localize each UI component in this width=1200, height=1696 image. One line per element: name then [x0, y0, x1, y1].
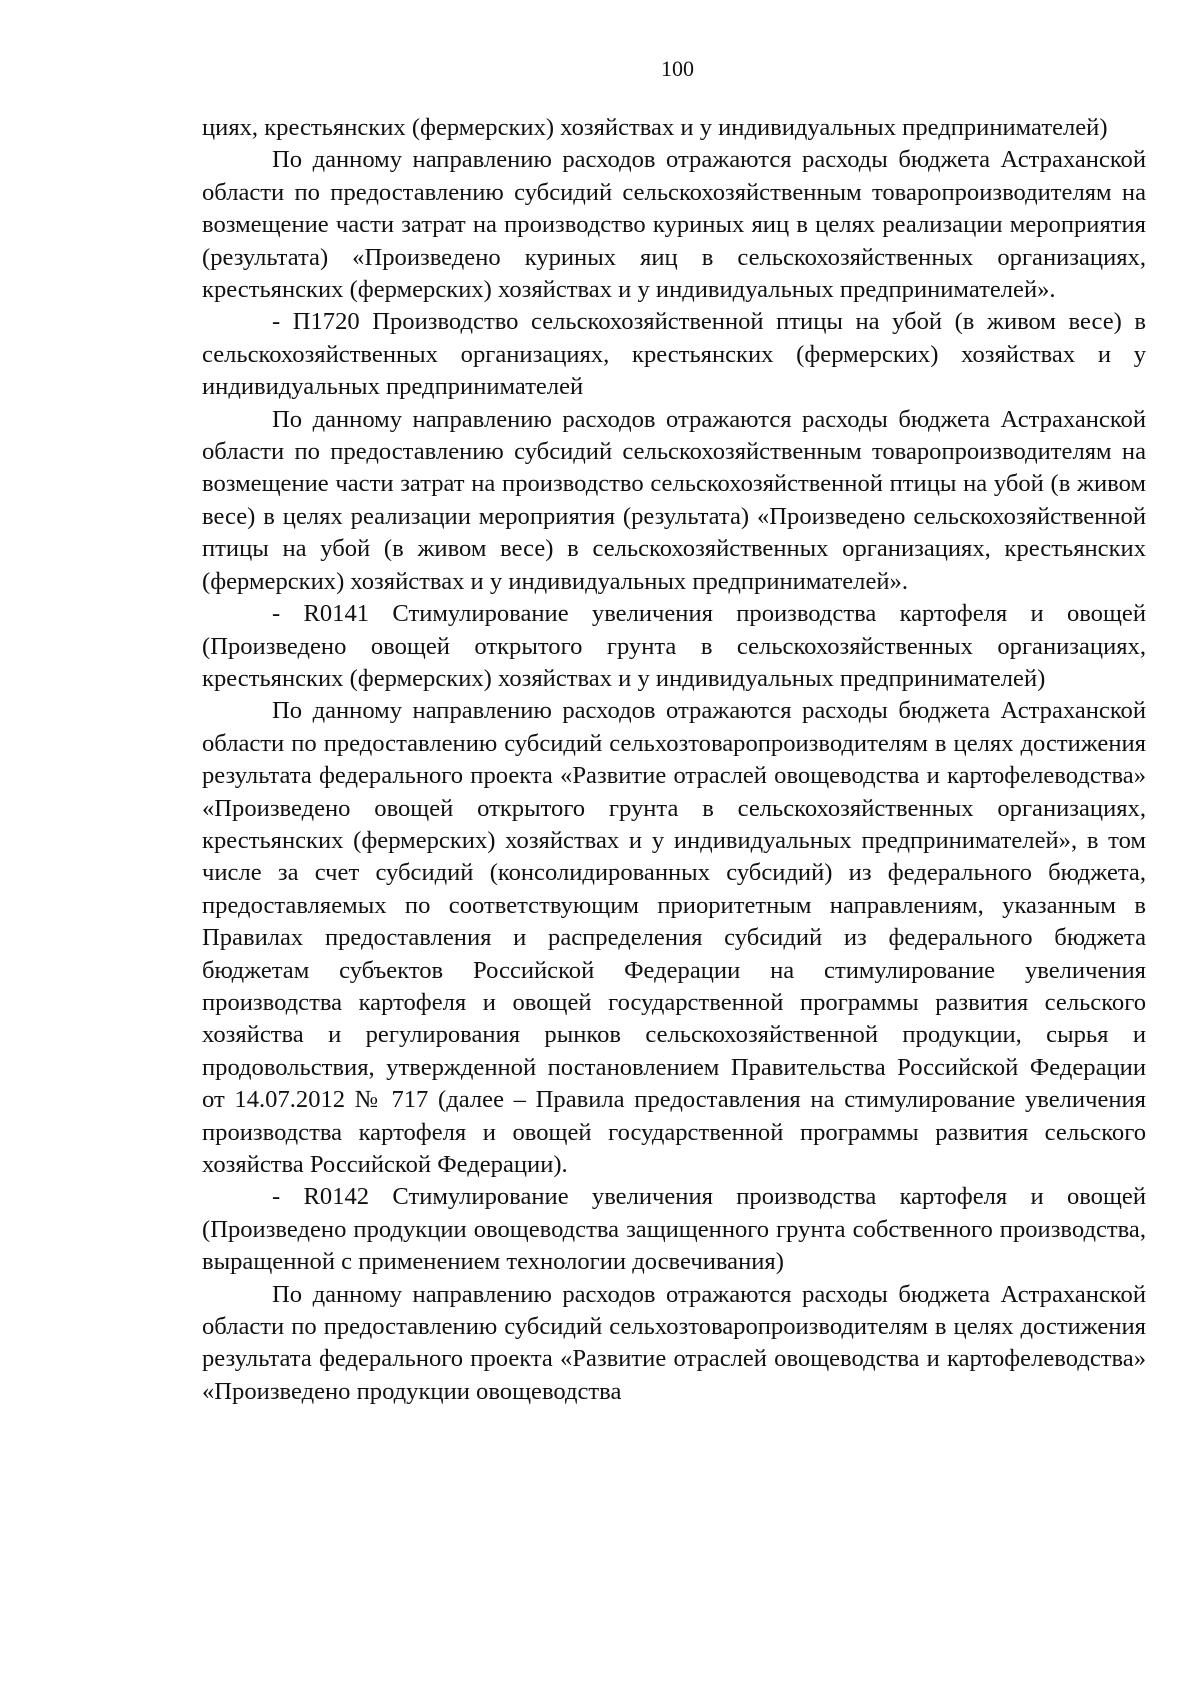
paragraph-5: - R0141 Стимулирование увеличения производства картофеля и овощей (Произведено овощей открытого грунта в сельскохозяйственных организациях, крестьянских (фермерских) хозяйствах и у индивидуальных предпринимателей) — [202, 600, 1146, 692]
paragraph-8: По данному направлению расходов отражаются расходы бюджета Астраханской области по предоставлению субсидий сельхозтоваропроизводителям в целях достижения результата федерального проекта «Развитие отраслей овощеводства и картофелеводства» «Произведено продукции овощеводства — [202, 1280, 1146, 1405]
paragraph-6: По данному направлению расходов отражаются расходы бюджета Астраханской области по предоставлению субсидий сельхозтоваропроизводителям в целях достижения результата федерального проекта «Развитие отраслей овощеводства и картофелеводства» «Произведено овощей открытого грунта в сельскохозяйственных организациях, крестьянских (фермерских) хозяйствах и у индивидуальных предпринимателей», в том числе за счет субсидий (консолидированных субсидий) из федерального бюджета, предоставляемых по соответствующим приоритетным направлениям, указанным в Правилах предоставления и распределения субсидий из федерального бюджета бюджетам субъектов Российской Федерации на стимулирование увеличения производства картофеля и овощей государственной программы развития сельского хозяйства и регулирования рынков сельскохозяйственной продукции, сырья и продовольствия, утвержденной постановлением Правительства Российской Федерации от 14.07.2012 № 717 (далее – Правила предоставления на стимулирование увеличения производства картофеля и овощей государственной программы развития сельского хозяйства Российской Федерации). — [202, 697, 1146, 1178]
paragraph-4: По данному направлению расходов отражаются расходы бюджета Астраханской области по предоставлению субсидий сельскохозяйственным товаропроизводителям на возмещение части затрат на производство сельскохозяйственной птицы на убой (в живом весе) в целях реализации мероприятия (результата) «Произведено сельскохозяйственной птицы на убой (в живом весе) в сельскохозяйственных организациях, крестьянских (фермерских) хозяйствах и у индивидуальных предпринимателей». — [202, 405, 1146, 595]
paragraph-7: - R0142 Стимулирование увеличения производства картофеля и овощей (Произведено продукции овощеводства защищенного грунта собственного производства, выращенной с применением технологии досвечивания) — [202, 1183, 1146, 1276]
paragraph-1: циях, крестьянских (фермерских) хозяйствах и у индивидуальных предпринимателей) — [202, 114, 1108, 141]
paragraph-2: По данному направлению расходов отражаются расходы бюджета Астраханской области по предоставлению субсидий сельскохозяйственным товаропроизводителям на возмещение части затрат на производство куриных яиц в целях реализации мероприятия (результата) «Произведено куриных яиц в сельскохозяйственных организациях, крестьянских (фермерских) хозяйствах и у индивидуальных предпринимателей». — [202, 146, 1146, 304]
paragraph-3: - П1720 Производство сельскохозяйственной птицы на убой (в живом весе) в сельскохозяйственных организациях, крестьянских (фермерских) хозяйствах и у индивидуальных предпринимателей — [202, 308, 1146, 401]
body-text — [202, 112, 1146, 1408]
page-number: 100 — [661, 56, 694, 81]
